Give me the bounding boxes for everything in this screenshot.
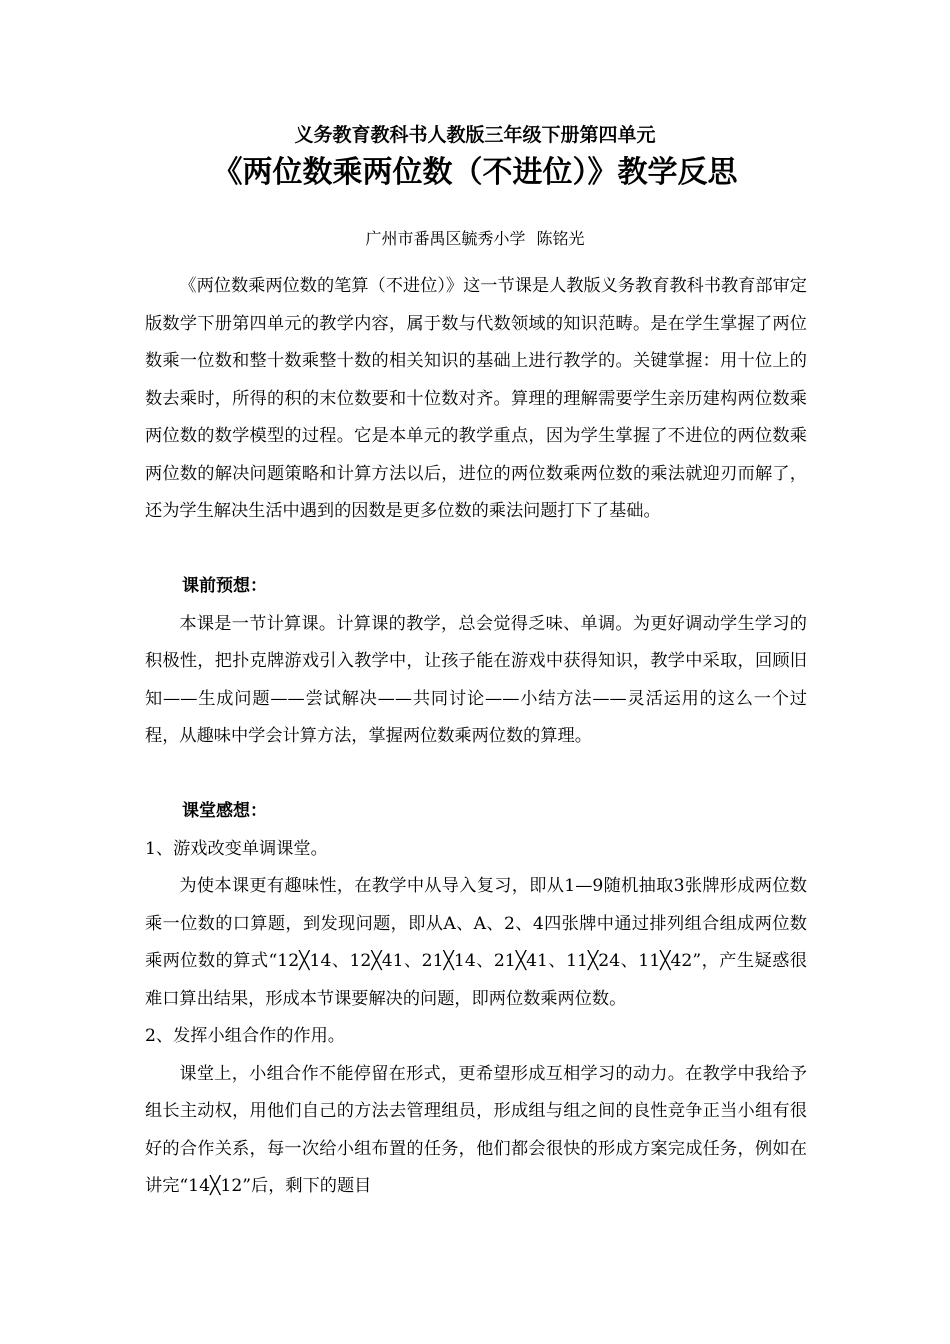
item-1-title: 1、游戏改变单调课堂。 xyxy=(145,838,328,859)
spacer xyxy=(145,531,807,569)
document-subtitle: 义务教育教科书人教版三年级下册第四单元 xyxy=(294,124,656,146)
section-heading-class: 课堂感想： xyxy=(182,801,267,821)
intro-paragraph: 《两位数乘两位数的笔算（不进位）》这一节课是人教版义务教育教科书教育部审定版数学下册第四单元的教学内容，属于数与代数领域的知识范畴。是在学生掌握了两位数乘一位数和整十数乘整十数的相关知识的基础上进行教学的。关键掌握：用十位上的数去乘时，所得的积的末位数要和十位数对齐。算理的理解需要学生亲历建构两位数乘两位数的数学模型的过程。它是本单元的教学重点，因为学生掌握了不进位的两位数乘两位数的解决问题策略和计算方法以后，进位的两位数乘两位数的乘法就迎刃而解了，还为学生解决生活中遇到的因数是更多位数的乘法问题打下了基础。 xyxy=(145,276,807,521)
item-2-paragraph: 课堂上，小组合作不能停留在形式，更希望形成互相学习的动力。在教学中我给予组长主动权，用他们自己的方法去管理组员，形成组与组之间的良性竞争正当小组有很好的合作关系，每一次给小组布置的任务，他们都会很快的形成方案完成任务，例如在讲完“14╳12”后，剩下的题目 xyxy=(145,1063,807,1196)
document-title: 《两位数乘两位数（不进位）》教学反思 xyxy=(212,155,738,190)
spacer xyxy=(145,756,807,794)
author-line: 广州市番禺区毓秀小学 陈铭光 xyxy=(365,229,585,248)
document-body xyxy=(145,268,807,1206)
item-1-paragraph: 为使本课更有趣味性，在教学中从导入复习，即从1—9随机抽取3张牌形成两位数乘一位数的口算题，到发现问题，即从A、A、2、4四张牌中通过排列组合组成两位数乘两位数的算式“12╳14、12╳41、21╳14、21╳41、11╳24、11╳42”，产生疑惑很难口算出结果，形成本节课要解决的问题，即两位数乘两位数。 xyxy=(145,876,807,1009)
item-2-title: 2、发挥小组合作的作用。 xyxy=(145,1026,345,1046)
section-heading-pre: 课前预想： xyxy=(182,576,267,596)
pre-class-paragraph: 本课是一节计算课。计算课的教学，总会觉得乏味、单调。为更好调动学生学习的积极性，把扑克牌游戏引入教学中，让孩子能在游戏中获得知识，教学中采取，回顾旧知——生成问题——尝试解决——共同讨论——小结方法——灵活运用的这么一个过程，从趣味中学会计算方法，掌握两位数乘两位数的算理。 xyxy=(145,613,807,746)
